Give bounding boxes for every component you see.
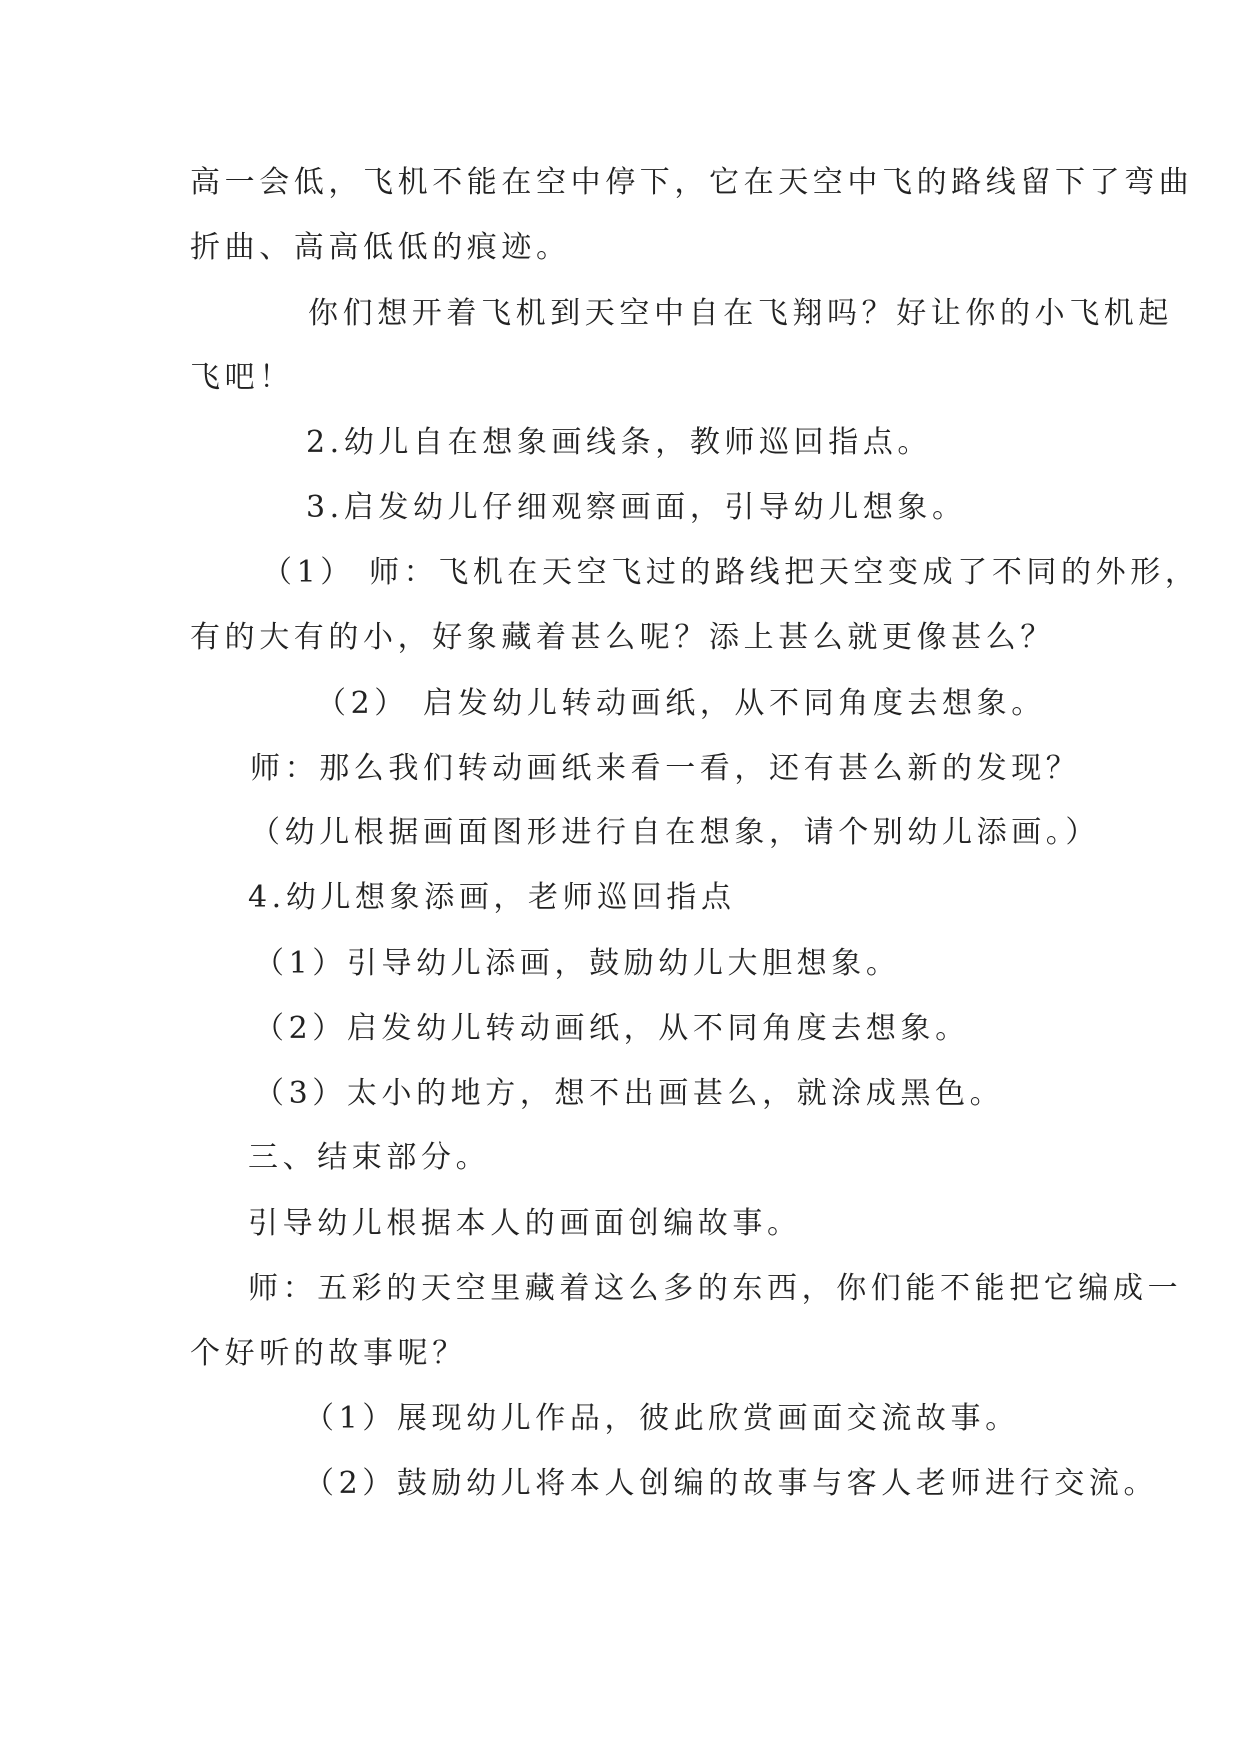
paragraph-line: 飞吧！ (190, 360, 294, 395)
paragraph-line: 有的大有的小，好象藏着甚么呢？添上甚么就更像甚么？ (190, 620, 1055, 655)
sub-item-line: （3）太小的地方，想不出画甚么，就涂成黑色。 (254, 1076, 1005, 1111)
step-item-2: 2.幼儿自在想象画线条，教师巡回指点。 (306, 425, 933, 460)
paragraph-line: 个好听的故事呢？ (190, 1336, 467, 1371)
note-line: （幼儿根据画面图形进行自在想象，请个别幼儿添画。） (250, 815, 1100, 850)
sub-item-line: （1）引导幼儿添画，鼓励幼儿大胆想象。 (254, 946, 901, 981)
teacher-dialogue-line: 师：五彩的天空里藏着这么多的东西，你们能不能把它编成一 (248, 1271, 1183, 1306)
sub-item-line: （2） 启发幼儿转动画纸，从不同角度去想象。 (316, 686, 1046, 721)
step-item-4: 4.幼儿想象添画，老师巡回指点 (248, 880, 736, 915)
step-item-3: 3.启发幼儿仔细观察画面，引导幼儿想象。 (306, 490, 967, 525)
teacher-dialogue-line: 师：那么我们转动画纸来看一看，还有甚么新的发现？ (250, 751, 1081, 786)
sub-item-line: （1）展现幼儿作品，彼此欣赏画面交流故事。 (304, 1401, 1020, 1436)
sub-item-line: （2）启发幼儿转动画纸，从不同角度去想象。 (254, 1011, 970, 1046)
sub-item-line: （2）鼓励幼儿将本人创编的故事与客人老师进行交流。 (304, 1466, 1159, 1501)
paragraph-line: 你们想开着飞机到天空中自在飞翔吗？好让你的小飞机起 (308, 296, 1173, 331)
paragraph-line: 高一会低，飞机不能在空中停下，它在天空中飞的路线留下了弯曲 (190, 165, 1194, 200)
paragraph-line: 折曲、高高低低的痕迹。 (190, 230, 571, 265)
sub-item-line: （1） 师：飞机在天空飞过的路线把天空变成了不同的外形， (262, 555, 1200, 590)
paragraph-line: 引导幼儿根据本人的画面创编故事。 (248, 1206, 802, 1241)
section-heading: 三、结束部分。 (248, 1140, 491, 1175)
